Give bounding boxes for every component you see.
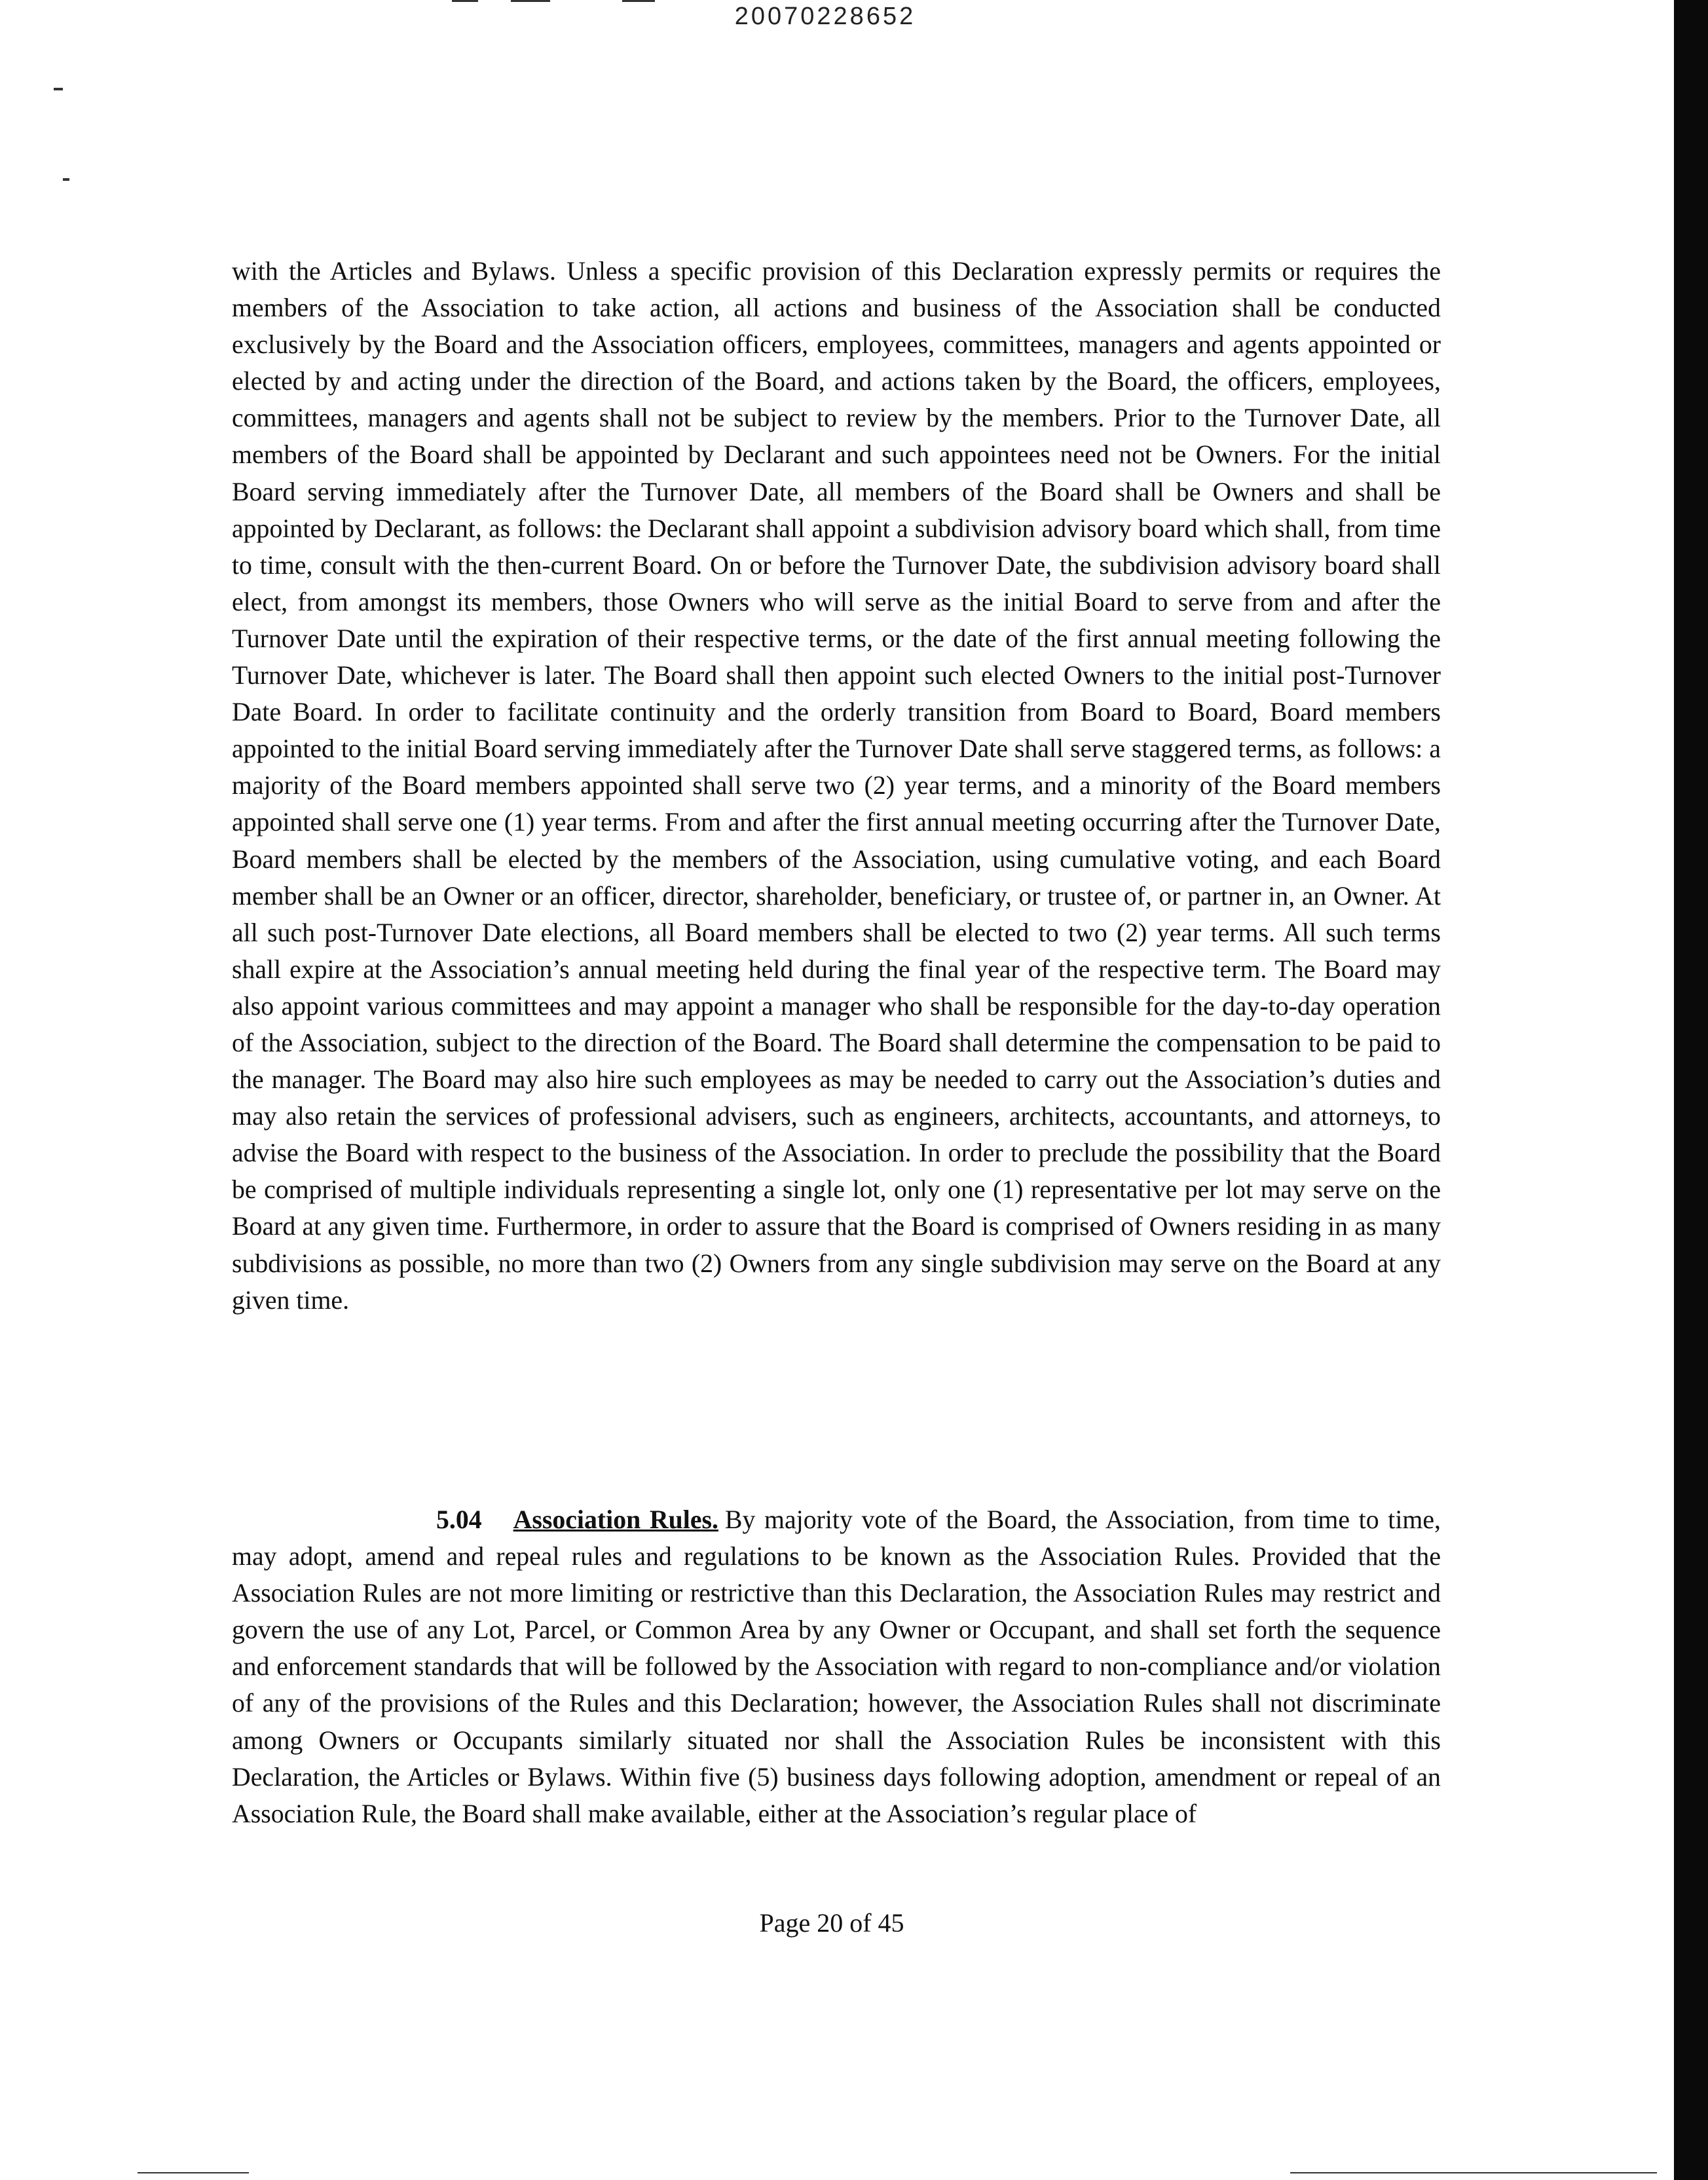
- scan-mark: [452, 0, 478, 2]
- body-paragraph: with the Articles and Bylaws. Unless a specific provision of this Declaration expressly permits or requires the members of the Association to take action, all actions and business of the Association shall be conducted exclusively by the Board and the Association officers, employees, committees, managers and agents appointed or elected by and acting under the direction of the Board, and actions taken by the Board, the officers, employees, committees, managers and agents shall not be subject to review by the members. Prior to the Turnover Date, all members of the Board shall be appointed by Declarant and such appointees need not be Owners. For the initial Board serving immediately after the Turnover Date, all members of the Board shall be Owners and shall be appointed by Declarant, as follows: the Declarant shall appoint a subdivision advisory board which shall, from time to time, consult with the then-current Board. On or before the Turnover Date, the subdivision advisory board shall elect, from amongst its members, those Owners who will serve as the initial Board to serve from and after the Turnover Date until the expiration of their respective terms, or the date of the first annual meeting following the Turnover Date, whichever is later. The Board shall then appoint such elected Owners to the initial post-Turnover Date Board. In order to facilitate continuity and the orderly transition from Board to Board, Board members appointed to the initial Board serving immediately after the Turnover Date shall serve staggered terms, as follows: a majority of the Board members appointed shall serve two (2) year terms, and a minority of the Board members appointed shall serve one (1) year terms. From and after the first annual meeting occurring after the Turnover Date, Board members shall be elected by the members of the Association, using cumulative voting, and each Board member shall be an Owner or an officer, director, shareholder, beneficiary, or trustee of, or partner in, an Owner. At all such post-Turnover Date elections, all Board members shall be elected to two (2) year terms. All such terms shall expire at the Association’s annual meeting held during the final year of the respective term. The Board may also appoint various committees and may appoint a manager who shall be responsible for the day-to-day operation of the Association, subject to the direction of the Board. The Board shall determine the compensation to be paid to the manager. The Board may also hire such employees as may be needed to carry out the Association’s duties and may also retain the services of professional advisers, such as engineers, architects, accountants, and attorneys, to advise the Board with respect to the business of the Association. In order to preclude the possibility that the Board be comprised of multiple individuals representing a single lot, only one (1) representative per lot may serve on the Board at any given time. Furthermore, in order to assure that the Board is comprised of Owners residing in as many subdivisions as possible, no more than two (2) Owners from any single subdivision may serve on the Board at any given time.: [232, 257, 1441, 1315]
- section-text: By majority vote of the Board, the Association, from time to time, may adopt, amend and repeal rules and regulations to be known as the Association Rules. Provided that the Association Rules are not more limiting or restrictive than this Declaration, the Association Rules may restrict and govern the use of any Lot, Parcel, or Common Area by any Owner or Occupant, and shall set forth the sequence and enforcement standards that will be followed by the Association with regard to non-compliance and/or violation of any of the provisions of the Rules and this Declaration; however, the Association Rules shall not discriminate among Owners or Occupants similarly situated nor shall the Association Rules be inconsistent with this Declaration, the Articles or Bylaws. Within five (5) business days following adoption, amendment or repeal of an Association Rule, the Board shall make available, either at the Association’s regular place of: [232, 1505, 1441, 1828]
- page-number: Page 20 of 45: [759, 1908, 904, 1938]
- section-title: Association Rules.: [513, 1505, 718, 1534]
- scan-mark: [1290, 2172, 1657, 2173]
- scan-mark: [511, 0, 550, 2]
- scan-edge-bar: [1674, 0, 1708, 2180]
- scan-mark: [63, 178, 69, 181]
- scan-mark: [54, 88, 63, 90]
- section-paragraph: [232, 1501, 1441, 1832]
- section-number: 5.04: [436, 1505, 482, 1534]
- scan-mark: [138, 2172, 249, 2173]
- document-number: 20070228652: [734, 3, 916, 30]
- scan-mark: [622, 0, 655, 2]
